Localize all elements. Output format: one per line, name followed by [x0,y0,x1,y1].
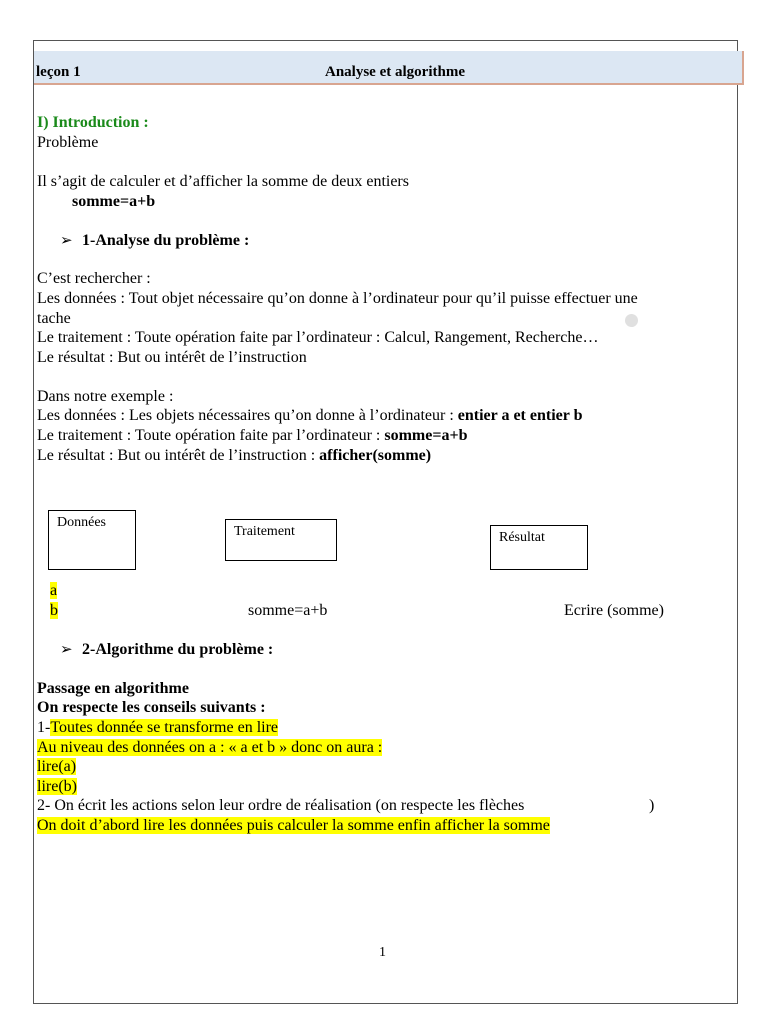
arrow-bullet-icon: ➢ [60,642,73,658]
calcul-text: somme=a+b [248,602,328,619]
donnees-def-line1: Les données : Tout objet nécessaire qu’on donne à l’ordinateur pour qu’il puisse effectuer une [37,290,638,307]
conseil-1-text: Toutes donnée se transforme en lire [50,719,279,736]
enonce-text: Il s’agit de calculer et d’afficher la somme de deux entiers [37,173,409,190]
algorithme-heading: 2-Algorithme du problème : [82,641,274,658]
conseil-1-number: 1- [37,719,51,736]
exemple-traitement-prefix: Le traitement : Toute opération faite par l’ordinateur : [37,427,385,444]
exemple-intro: Dans notre exemple : [37,388,174,405]
box-traitement: Traitement [225,519,337,561]
lire-a-line [37,757,76,776]
ordre-text-2: calculer la somme enfin afficher la somme [273,817,550,834]
ordre-line [37,816,550,835]
rechercher-text: C’est rechercher : [37,270,151,287]
exemple-donnees [37,406,582,425]
header-title: Analyse et algorithme [325,64,465,80]
ecrire-text: Ecrire (somme) [564,602,664,619]
niveau-text: Au niveau des données on a : « a et b » donc on aura : [37,739,383,756]
enonce-formula: somme=a+b [72,193,156,210]
var-b [50,601,58,620]
lire-b-text: lire(b) [37,778,77,795]
traitement-def: Le traitement : Toute opération faite par l’ordinateur : Calcul, Rangement, Recherche… [37,329,599,346]
exemple-donnees-value: entier a et entier b [457,407,583,424]
exemple-donnees-prefix: Les données : Les objets nécessaires qu’on donne à l’ordinateur : [37,407,458,424]
resultat-def: Le résultat : But ou intérêt de l’instruction [37,349,307,366]
var-a [50,581,57,600]
donnees-def-line2: tache [37,310,71,327]
intro-heading: I) Introduction : [37,114,149,131]
analyse-heading: 1-Analyse du problème : [82,232,250,249]
var-b-text: b [50,602,58,619]
lire-a-text: lire(a) [37,758,77,775]
exemple-resultat-value: afficher(somme) [319,447,432,464]
ordre-text-1: On doit d’abord lire les données puis [37,817,274,834]
circle-marker-icon [625,314,638,327]
exemple-traitement [37,426,467,445]
niveau-line [37,738,382,757]
box-donnees: Données [48,510,136,570]
conseil-1 [37,718,278,737]
exemple-resultat-prefix: Le résultat : But ou intérêt de l’instruction : [37,447,320,464]
probleme-label: Problème [37,134,99,151]
var-a-text: a [50,582,58,599]
page-number: 1 [379,945,386,960]
header-lesson: leçon 1 [36,64,81,80]
exemple-traitement-value: somme=a+b [384,427,468,444]
lire-b-line [37,777,77,796]
conseils-text: On respecte les conseils suivants : [37,699,266,716]
conseil-2-text: 2- On écrit les actions selon leur ordre de réalisation (on respecte les flèches [37,797,525,814]
box-resultat: Résultat [490,525,588,570]
arrow-bullet-icon: ➢ [60,233,73,249]
conseil-2-close: ) [649,797,655,814]
exemple-resultat [37,446,431,465]
passage-text: Passage en algorithme [37,680,189,697]
